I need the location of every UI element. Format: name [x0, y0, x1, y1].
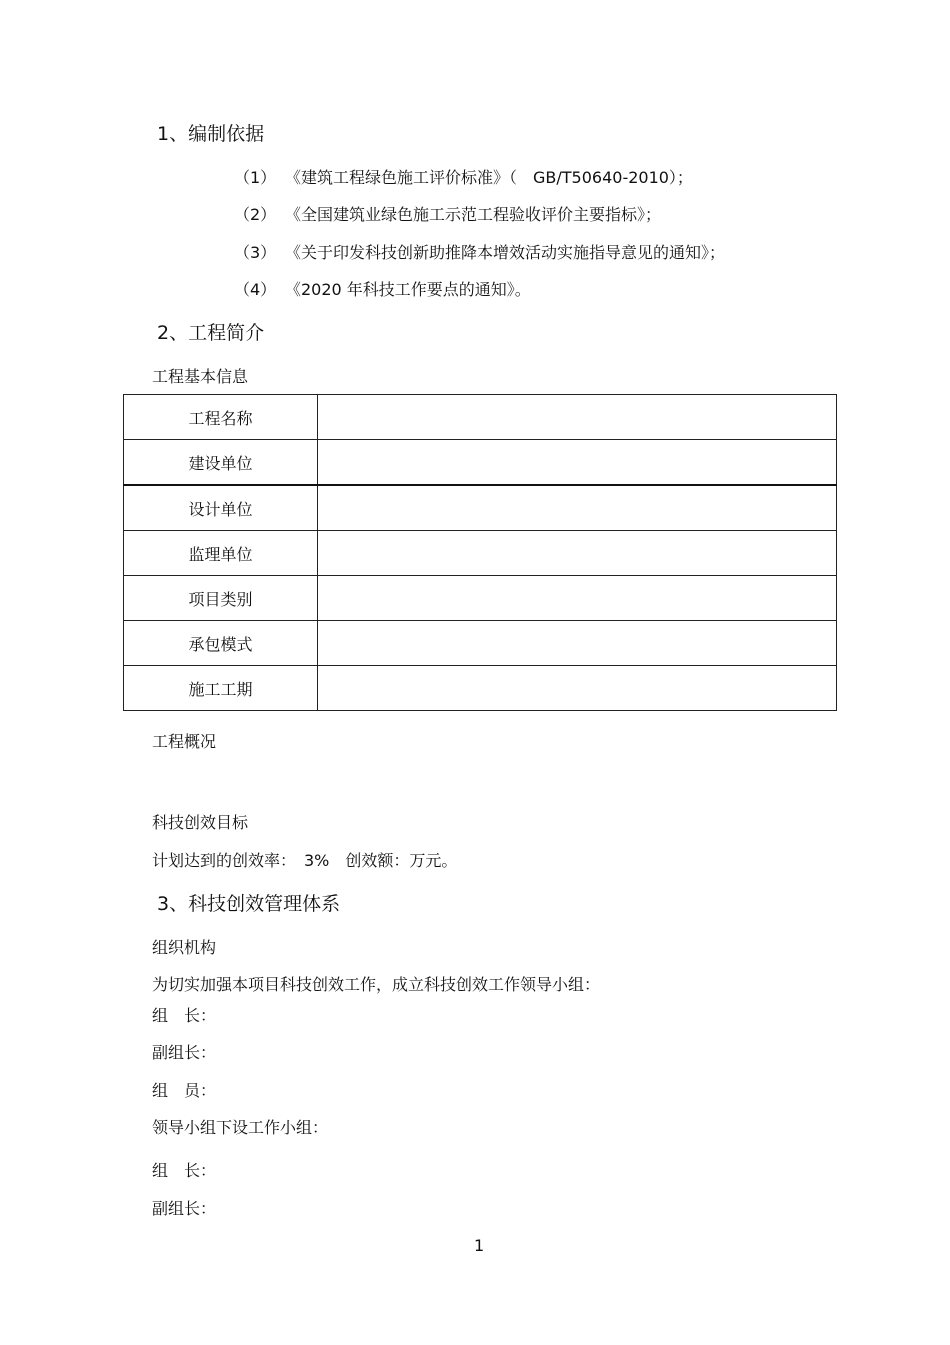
- reference-text: 《2020 年科技工作要点的通知》。: [285, 280, 531, 299]
- row-value: [318, 440, 837, 486]
- row-label: 施工工期: [124, 666, 318, 711]
- reference-number: （3）: [234, 243, 277, 262]
- table-row: [124, 621, 837, 666]
- reference-text: 《建筑工程绿色施工评价标准》（ GB/T50640-2010）；: [285, 168, 693, 187]
- basic-info-title: 工程基本信息: [152, 367, 249, 386]
- sub-vice-leader-line: 副组长：: [152, 1199, 217, 1218]
- section2-heading: 2、工程简介: [157, 322, 265, 344]
- reference-number: （4）: [234, 280, 277, 299]
- row-value: [318, 531, 837, 576]
- table-row: [124, 440, 837, 486]
- sub-leader-line: 组 长：: [152, 1161, 217, 1180]
- org-title: 组织机构: [152, 938, 217, 957]
- row-value: [318, 576, 837, 621]
- reference-text: 《关于印发科技创新助推降本增效活动实施指导意见的通知》；: [285, 243, 726, 262]
- member-line: 组 员：: [152, 1081, 217, 1100]
- leader-line: 组 长：: [152, 1006, 217, 1025]
- reference-number: （2）: [234, 205, 277, 224]
- row-label: 承包模式: [124, 621, 318, 666]
- row-label: 工程名称: [124, 395, 318, 440]
- vice-leader-line: 副组长：: [152, 1043, 217, 1062]
- table-row: [124, 666, 837, 711]
- table-row: [124, 531, 837, 576]
- target-line: 计划达到的创效率： 3% 创效额：万元。: [152, 851, 458, 870]
- table-row: [124, 576, 837, 621]
- row-label: 项目类别: [124, 576, 318, 621]
- row-value: [318, 485, 837, 531]
- row-value: [318, 621, 837, 666]
- section3-heading: 3、科技创效管理体系: [157, 893, 341, 915]
- row-label: 建设单位: [124, 440, 318, 486]
- section1-heading: 1、编制依据: [157, 123, 265, 145]
- reference-text: 《全国建筑业绿色施工示范工程验收评价主要指标》；: [285, 205, 662, 224]
- row-value: [318, 395, 837, 440]
- row-label: 监理单位: [124, 531, 318, 576]
- table-row: [124, 395, 837, 440]
- project-info-table: [123, 394, 837, 711]
- row-label: 设计单位: [124, 485, 318, 531]
- subgroup-line: 领导小组下设工作小组：: [152, 1118, 329, 1137]
- reference-number: （1）: [234, 168, 277, 187]
- page-number: 1: [474, 1236, 485, 1255]
- overview-title: 工程概况: [152, 732, 217, 751]
- row-value: [318, 666, 837, 711]
- table-row: [124, 485, 837, 531]
- target-title: 科技创效目标: [152, 813, 249, 832]
- org-intro: 为切实加强本项目科技创效工作，成立科技创效工作领导小组：: [152, 975, 601, 994]
